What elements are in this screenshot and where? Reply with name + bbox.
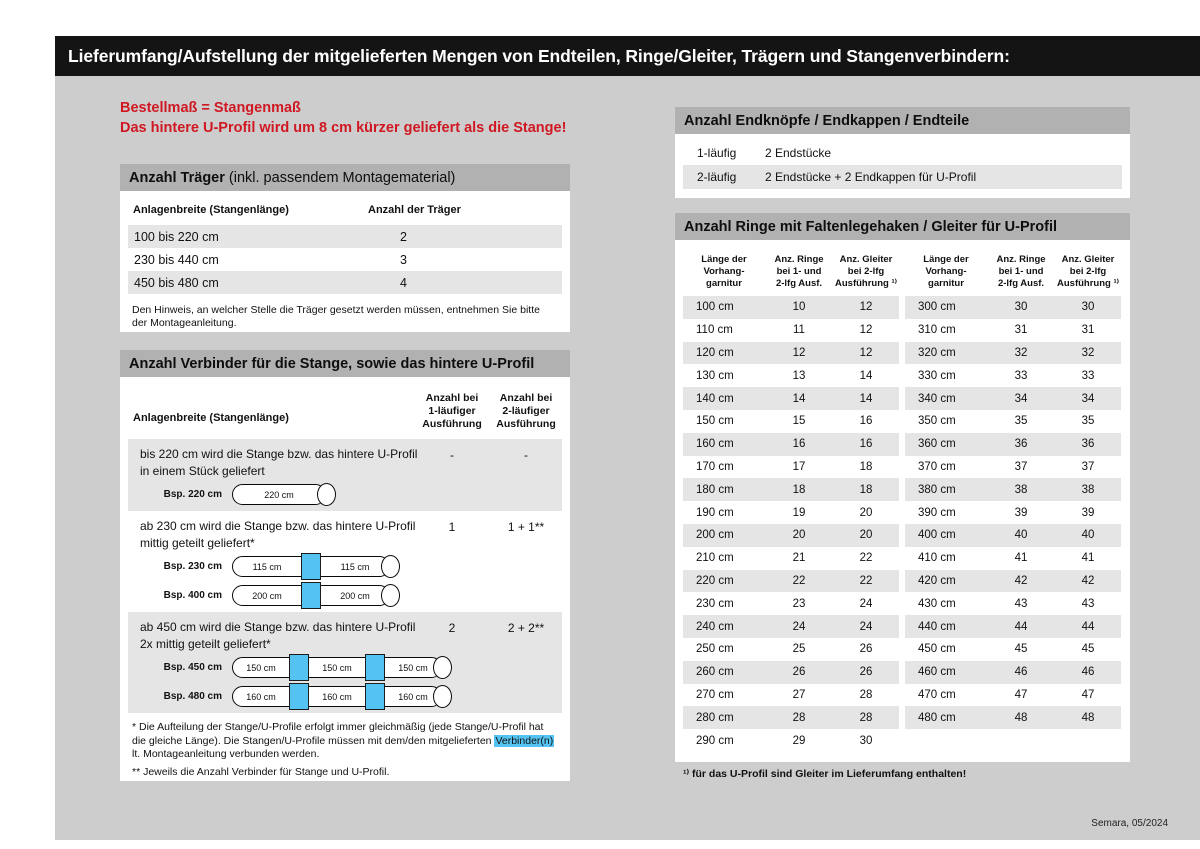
table-row xyxy=(683,410,899,433)
verbinder-col-one xyxy=(416,392,488,431)
row-ringe: 18 xyxy=(792,483,806,496)
table-row xyxy=(905,387,1121,410)
traeger-table-head xyxy=(120,191,570,225)
row-length: 330 cm xyxy=(918,369,956,382)
row-gleiter: 18 xyxy=(859,460,873,473)
notice-line-2: Das hintere U-Profil wird um 8 cm kürzer geliefert als die Stange! xyxy=(120,120,567,136)
verbinder-col-width: Anlagenbreite (Stangenlänge) xyxy=(133,412,289,424)
rod-example-230 xyxy=(140,552,562,581)
row-ringe: 37 xyxy=(1014,460,1028,473)
row-gleiter: 36 xyxy=(1081,438,1095,451)
table-row xyxy=(683,141,1122,165)
row-gleiter: 30 xyxy=(1081,301,1095,314)
ringe-table-left-body xyxy=(683,296,899,752)
row-gleiter: 46 xyxy=(1081,666,1095,679)
row-length: 120 cm xyxy=(696,346,734,359)
section-text-line1: bis 220 cm wird die Stange bzw. das hintere U-Profil xyxy=(140,447,418,461)
row-length: 240 cm xyxy=(696,620,734,633)
col-ringe xyxy=(987,248,1055,296)
verbinder-footnote-1 xyxy=(132,721,558,762)
row-gleiter: 48 xyxy=(1081,711,1095,724)
row-gleiter: 28 xyxy=(859,711,873,724)
endteile-table-body xyxy=(675,134,1130,189)
row-content: 2 Endstücke xyxy=(765,146,832,160)
row-type: 2-läufig xyxy=(697,170,737,184)
row-ringe: 42 xyxy=(1014,574,1028,587)
verbinder-title: Anzahl Verbinder für die Stange, sowie das hintere U-Profil xyxy=(129,355,535,372)
row-ringe: 11 xyxy=(793,324,805,337)
ringe-title: Anzahl Ringe mit Faltenlegehaken / Gleiter für U-Profil xyxy=(684,218,1058,235)
row-ringe: 30 xyxy=(1014,301,1028,314)
row-length: 260 cm xyxy=(696,666,734,679)
row-length: 460 cm xyxy=(918,666,956,679)
value-one-laeufig: 2 xyxy=(448,621,456,635)
ringe-section-header xyxy=(675,213,1130,240)
table-row xyxy=(905,364,1121,387)
row-ringe: 33 xyxy=(1014,369,1028,382)
value-two-laeufig: - xyxy=(524,448,528,462)
table-row xyxy=(683,296,899,319)
row-length: 350 cm xyxy=(918,415,956,428)
endteile-table-panel xyxy=(675,134,1130,198)
table-row xyxy=(905,547,1121,570)
row-length: 420 cm xyxy=(918,574,956,587)
col-ringe-line1: Anz. Ringe xyxy=(996,254,1046,265)
ringe-table-head xyxy=(905,248,1121,296)
table-row xyxy=(683,319,899,342)
row-gleiter: 35 xyxy=(1081,415,1095,428)
footnote1-highlight: Verbinder(n) xyxy=(495,734,554,747)
col-two-line1: Anzahl bei xyxy=(499,392,553,404)
row-ringe: 22 xyxy=(792,574,806,587)
rod-example-400 xyxy=(140,581,562,610)
row-ringe: 39 xyxy=(1014,506,1028,519)
example-label: Bsp. 450 cm xyxy=(163,662,222,673)
verbinder-col-two xyxy=(490,392,562,431)
col-one-line3: Ausführung xyxy=(422,418,482,430)
footnote1-pre: * Die Aufteilung der Stange/U-Profile erfolgt immer gleichmäßig (jede Stange/U-Profil hat die gleiche Länge). Die Stangen/U-Profile müssen mit dem/den mitgelieferten xyxy=(132,721,544,747)
table-row xyxy=(905,410,1121,433)
example-label: Bsp. 220 cm xyxy=(163,489,222,500)
table-row xyxy=(905,433,1121,456)
connector-block xyxy=(365,683,385,710)
section-text-line2: in einem Stück geliefert xyxy=(140,464,265,478)
table-row xyxy=(905,570,1121,593)
row-gleiter: 26 xyxy=(859,643,873,656)
row-gleiter: 24 xyxy=(859,597,873,610)
row-length: 270 cm xyxy=(696,688,734,701)
row-length: 180 cm xyxy=(696,483,734,496)
col-gleiter-line1: Anz. Gleiter xyxy=(1061,254,1115,265)
row-ringe: 38 xyxy=(1014,483,1028,496)
traeger-section-header xyxy=(120,164,570,191)
table-row xyxy=(905,456,1121,479)
row-length: 190 cm xyxy=(696,506,734,519)
connector-block xyxy=(289,683,309,710)
row-ringe: 21 xyxy=(792,552,806,565)
row-gleiter: 45 xyxy=(1081,643,1095,656)
row-length: 430 cm xyxy=(918,597,956,610)
rod-diagram xyxy=(232,585,390,606)
connector-block xyxy=(301,582,321,609)
row-length: 410 cm xyxy=(918,552,956,565)
verbinder-section-header xyxy=(120,350,570,377)
table-row xyxy=(683,729,899,752)
row-gleiter: 34 xyxy=(1081,392,1095,405)
row-length: 360 cm xyxy=(918,438,956,451)
row-ringe: 28 xyxy=(792,711,806,724)
value-one-laeufig: 1 xyxy=(448,520,456,534)
row-gleiter: 24 xyxy=(859,620,873,633)
row-gleiter: 16 xyxy=(859,415,873,428)
rod-segment: 160 cm xyxy=(322,691,352,702)
row-gleiter: 42 xyxy=(1081,574,1095,587)
row-gleiter: 20 xyxy=(859,506,873,519)
example-label: Bsp. 480 cm xyxy=(163,691,222,702)
rod-diagram xyxy=(232,556,390,577)
table-row xyxy=(905,342,1121,365)
col-ringe-line1: Anz. Ringe xyxy=(774,254,824,265)
rod-end-knob-icon xyxy=(317,483,336,506)
table-row xyxy=(128,271,562,294)
rod-example-450 xyxy=(140,653,562,682)
connector-block xyxy=(365,654,385,681)
traeger-col-count: Anzahl der Träger xyxy=(368,204,461,216)
row-gleiter: 28 xyxy=(859,688,873,701)
row-range: 450 bis 480 cm xyxy=(134,275,219,290)
row-length: 440 cm xyxy=(918,620,956,633)
col-gleiter-line3: Ausführung ¹⁾ xyxy=(835,278,897,289)
row-ringe: 47 xyxy=(1014,688,1028,701)
row-length: 480 cm xyxy=(918,711,956,724)
col-length-line1: Länge der xyxy=(701,254,747,265)
row-ringe: 20 xyxy=(792,529,806,542)
table-row xyxy=(683,342,899,365)
rod-end-knob-icon xyxy=(433,685,452,708)
rod-segment: 150 cm xyxy=(246,662,276,673)
col-gleiter-line2: bei 2-lfg xyxy=(847,266,885,277)
row-gleiter: 47 xyxy=(1081,688,1095,701)
rod-example-220 xyxy=(140,480,562,509)
row-length: 280 cm xyxy=(696,711,734,724)
row-ringe: 34 xyxy=(1014,392,1028,405)
col-length-line3: garnitur xyxy=(706,278,742,289)
rod-segment: 150 cm xyxy=(398,662,428,673)
col-ringe-line2: bei 1- und xyxy=(998,266,1044,277)
document-credit: Semara, 05/2024 xyxy=(1091,818,1168,829)
table-row xyxy=(683,501,899,524)
table-row xyxy=(683,456,899,479)
value-one-laeufig: - xyxy=(450,448,454,462)
row-ringe: 10 xyxy=(792,301,806,314)
rod-diagram xyxy=(232,686,442,707)
rod-end-knob-icon xyxy=(433,656,452,679)
rod-segment: 160 cm xyxy=(246,691,276,702)
row-length: 100 cm xyxy=(696,301,734,314)
row-length: 200 cm xyxy=(696,529,734,542)
row-gleiter: 30 xyxy=(859,734,873,747)
col-one-line1: Anzahl bei xyxy=(425,392,479,404)
rod-segment: 115 cm xyxy=(252,561,282,572)
verbinder-table-panel xyxy=(120,377,570,781)
row-gleiter: 32 xyxy=(1081,346,1095,359)
col-ringe xyxy=(765,248,833,296)
row-ringe: 14 xyxy=(792,392,806,405)
col-length-line2: Vorhang- xyxy=(925,266,967,277)
col-ringe-line2: bei 1- und xyxy=(776,266,822,277)
row-content: 2 Endstücke + 2 Endkappen für U-Profil xyxy=(765,170,977,184)
table-row xyxy=(905,638,1121,661)
row-ringe: 43 xyxy=(1014,597,1028,610)
row-gleiter: 18 xyxy=(859,483,873,496)
connector-block xyxy=(301,553,321,580)
rod-end-knob-icon xyxy=(381,584,400,607)
col-length xyxy=(905,248,987,296)
table-row xyxy=(905,661,1121,684)
row-length: 290 cm xyxy=(696,734,734,747)
table-row xyxy=(905,592,1121,615)
row-ringe: 25 xyxy=(792,643,806,656)
row-ringe: 36 xyxy=(1014,438,1028,451)
row-gleiter: 14 xyxy=(859,369,873,382)
col-length xyxy=(683,248,765,296)
row-length: 390 cm xyxy=(918,506,956,519)
table-row xyxy=(905,524,1121,547)
row-gleiter: 31 xyxy=(1081,324,1095,337)
traeger-table-body xyxy=(128,225,562,294)
col-gleiter-line3: Ausführung ¹⁾ xyxy=(1057,278,1119,289)
row-length: 110 cm xyxy=(696,324,733,337)
verbinder-footnote-2: ** Jeweils die Anzahl Verbinder für Stange und U-Profil. xyxy=(132,765,390,778)
order-size-notice xyxy=(120,98,566,138)
endteile-section-header xyxy=(675,107,1130,134)
row-length: 250 cm xyxy=(696,643,734,656)
rod-example-480 xyxy=(140,682,562,711)
row-ringe: 15 xyxy=(792,415,806,428)
row-length: 130 cm xyxy=(696,369,734,382)
rod-end-knob-icon xyxy=(381,555,400,578)
col-length-line1: Länge der xyxy=(923,254,969,265)
row-gleiter: 41 xyxy=(1081,552,1095,565)
row-length: 230 cm xyxy=(696,597,734,610)
row-length: 340 cm xyxy=(918,392,956,405)
row-ringe: 17 xyxy=(792,460,806,473)
row-ringe: 44 xyxy=(1014,620,1028,633)
table-row xyxy=(683,478,899,501)
row-gleiter: 43 xyxy=(1081,597,1095,610)
table-row xyxy=(683,661,899,684)
row-gleiter: 26 xyxy=(859,666,873,679)
col-gleiter-line2: bei 2-lfg xyxy=(1069,266,1107,277)
row-ringe: 31 xyxy=(1014,324,1028,337)
row-count: 3 xyxy=(400,252,407,267)
row-length: 140 cm xyxy=(696,392,734,405)
row-gleiter: 22 xyxy=(859,552,873,565)
traeger-col-width: Anlagenbreite (Stangenlänge) xyxy=(133,204,289,216)
row-gleiter: 33 xyxy=(1081,369,1095,382)
ringe-table-panel xyxy=(675,240,1130,762)
traeger-title-bold: Anzahl Träger xyxy=(129,169,225,186)
table-row xyxy=(905,684,1121,707)
ringe-table-right-body xyxy=(905,296,1121,729)
verbinder-table-head xyxy=(120,377,570,439)
row-ringe: 40 xyxy=(1014,529,1028,542)
row-count: 4 xyxy=(400,275,407,290)
row-gleiter: 22 xyxy=(859,574,873,587)
row-length: 320 cm xyxy=(918,346,956,359)
row-gleiter: 39 xyxy=(1081,506,1095,519)
rod-diagram xyxy=(232,657,442,678)
section-text-line2: mittig geteilt geliefert* xyxy=(140,536,255,550)
row-length: 300 cm xyxy=(918,301,956,314)
row-length: 310 cm xyxy=(918,324,956,337)
row-length: 150 cm xyxy=(696,415,734,428)
page-title-bar xyxy=(55,36,1200,76)
rod-segment: 150 cm xyxy=(322,662,352,673)
table-row xyxy=(683,165,1122,189)
row-length: 400 cm xyxy=(918,529,956,542)
row-gleiter: 37 xyxy=(1081,460,1095,473)
col-length-line2: Vorhang- xyxy=(703,266,745,277)
row-ringe: 19 xyxy=(792,506,806,519)
rod-segment: 220 cm xyxy=(264,489,294,500)
ringe-table-left xyxy=(683,248,899,752)
col-length-line3: garnitur xyxy=(928,278,964,289)
example-label: Bsp. 230 cm xyxy=(163,561,222,572)
table-row xyxy=(905,296,1121,319)
ringe-tables xyxy=(683,248,1121,752)
col-ringe-line3: 2-lfg Ausf. xyxy=(997,278,1045,289)
row-gleiter: 14 xyxy=(859,392,873,405)
row-type: 1-läufig xyxy=(697,146,737,160)
row-ringe: 12 xyxy=(792,346,806,359)
notice-line-1: Bestellmaß = Stangenmaß xyxy=(120,100,301,116)
section-text-line1: ab 230 cm wird die Stange bzw. das hintere U-Profil xyxy=(140,519,416,533)
rod-segment: 200 cm xyxy=(340,590,370,601)
table-row xyxy=(128,225,562,248)
connector-block xyxy=(289,654,309,681)
row-ringe: 48 xyxy=(1014,711,1028,724)
row-length: 160 cm xyxy=(696,438,734,451)
endteile-title: Anzahl Endknöpfe / Endkappen / Endteile xyxy=(684,112,970,129)
row-gleiter: 12 xyxy=(859,324,873,337)
row-gleiter: 38 xyxy=(1081,483,1095,496)
table-row xyxy=(683,592,899,615)
table-row xyxy=(683,684,899,707)
row-ringe: 26 xyxy=(792,666,806,679)
section-text-line1: ab 450 cm wird die Stange bzw. das hintere U-Profil xyxy=(140,620,416,634)
row-length: 470 cm xyxy=(918,688,956,701)
table-row xyxy=(905,478,1121,501)
row-length: 220 cm xyxy=(696,574,734,587)
row-length: 370 cm xyxy=(918,460,956,473)
row-count: 2 xyxy=(400,229,407,244)
footnote1-post: lt. Montageanleitung verbunden werden. xyxy=(132,748,320,760)
section-text-line2: 2x mittig geteilt geliefert* xyxy=(140,637,271,651)
row-ringe: 46 xyxy=(1014,666,1028,679)
table-row xyxy=(683,615,899,638)
rod-diagram xyxy=(232,484,326,505)
verbinder-section-ab-450 xyxy=(128,612,562,713)
ringe-table-right xyxy=(905,248,1121,752)
value-two-laeufig: 2 + 2** xyxy=(507,621,545,635)
row-ringe: 27 xyxy=(792,688,806,701)
verbinder-section-ab-230 xyxy=(128,511,562,612)
table-row xyxy=(128,248,562,271)
col-one-line2: 1-läufiger xyxy=(428,405,476,417)
row-length: 450 cm xyxy=(918,643,956,656)
table-row xyxy=(905,706,1121,729)
col-two-line3: Ausführung xyxy=(496,418,556,430)
row-gleiter: 20 xyxy=(859,529,873,542)
table-row xyxy=(683,547,899,570)
rod-segment: 200 cm xyxy=(252,590,282,601)
row-ringe: 45 xyxy=(1014,643,1028,656)
row-ringe: 32 xyxy=(1014,346,1028,359)
row-gleiter: 12 xyxy=(859,346,873,359)
traeger-title-rest: (inkl. passendem Montagematerial) xyxy=(224,169,456,186)
rod-segment: 160 cm xyxy=(398,691,428,702)
row-gleiter: 16 xyxy=(859,438,873,451)
rod-segment: 115 cm xyxy=(340,561,370,572)
row-ringe: 24 xyxy=(792,620,806,633)
row-gleiter: 40 xyxy=(1081,529,1095,542)
table-row xyxy=(905,615,1121,638)
row-length: 210 cm xyxy=(696,552,734,565)
verbinder-section-bis-220 xyxy=(128,439,562,511)
ringe-table-head xyxy=(683,248,899,296)
table-row xyxy=(683,638,899,661)
col-ringe-line3: 2-lfg Ausf. xyxy=(775,278,823,289)
table-row xyxy=(683,706,899,729)
row-length: 170 cm xyxy=(696,460,734,473)
table-row xyxy=(683,570,899,593)
value-two-laeufig: 1 + 1** xyxy=(507,520,545,534)
example-label: Bsp. 400 cm xyxy=(163,590,222,601)
table-row xyxy=(683,524,899,547)
row-ringe: 35 xyxy=(1014,415,1028,428)
row-ringe: 13 xyxy=(792,369,806,382)
page-title: Lieferumfang/Aufstellung der mitgelieferten Mengen von Endteilen, Ringe/Gleiter, Trägern und Stangenverbindern: xyxy=(68,45,1010,66)
row-ringe: 41 xyxy=(1014,552,1028,565)
row-range: 230 bis 440 cm xyxy=(134,252,219,267)
row-ringe: 16 xyxy=(792,438,806,451)
table-row xyxy=(683,364,899,387)
row-ringe: 23 xyxy=(792,597,806,610)
table-row xyxy=(683,387,899,410)
col-gleiter xyxy=(1055,248,1121,296)
col-gleiter-line1: Anz. Gleiter xyxy=(839,254,893,265)
table-row xyxy=(683,433,899,456)
traeger-table-panel xyxy=(120,191,570,332)
ringe-footnote: ¹⁾ für das U-Profil sind Gleiter im Lieferumfang enthalten! xyxy=(683,768,967,780)
traeger-note: Den Hinweis, an welcher Stelle die Träger gesetzt werden müssen, entnehmen Sie bitte der Montageanleitung. xyxy=(132,304,540,329)
row-ringe: 29 xyxy=(792,734,806,747)
row-range: 100 bis 220 cm xyxy=(134,229,219,244)
table-row xyxy=(905,319,1121,342)
col-gleiter xyxy=(833,248,899,296)
table-row xyxy=(905,501,1121,524)
row-gleiter: 44 xyxy=(1081,620,1095,633)
row-gleiter: 12 xyxy=(859,301,873,314)
row-length: 380 cm xyxy=(918,483,956,496)
col-two-line2: 2-läufiger xyxy=(502,405,550,417)
